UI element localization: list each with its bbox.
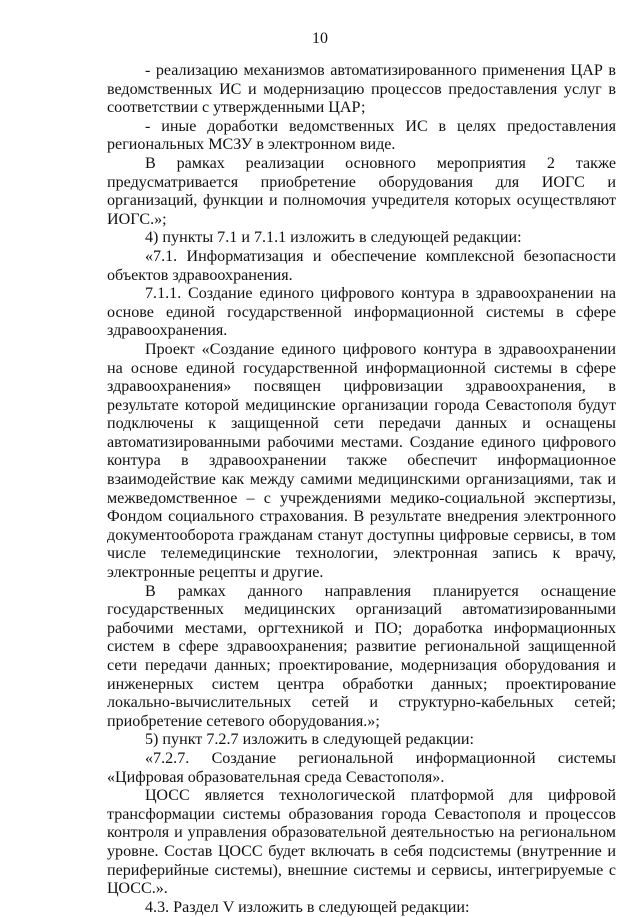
paragraph-4: 4) пункты 7.1 и 7.1.1 изложить в следующей редакции: bbox=[145, 229, 522, 247]
paragraph-1: - реализацию механизмов автоматизированного применения ЦАР в ведомственных ИС и модернизацию процессов предоставления услуг в соответствии с утвержденными ЦАР; bbox=[107, 62, 616, 117]
paragraph-3: В рамках реализации основного мероприятия 2 также предусматривается приобретение оборудования для ИОГС и организаций, функции и полномочия учредителя которых осуществляют ИОГС.»; bbox=[107, 154, 616, 228]
paragraph-8: В рамках данного направления планируется оснащение государственных медицинских организаций автоматизированными рабочими местами, оргтехникой и ПО; доработка информационных систем в сфере здравоохранения; развитие региональной защищенной сети передачи данных; проектирование, модернизация оборудования и инженерных систем центра обработки данных; проектирование локально-вычислительных сетей и структурно-кабельных сетей; приобретение сетевого оборудования.»; bbox=[107, 582, 616, 730]
paragraph-7: Проект «Создание единого цифрового контура в здравоохранении на основе единой государственной информационной системы в сфере здравоохранения» посвящен цифровизации здравоохранения, в результате которой медицинские организации города Севастополя будут подключены к защищенной сети передачи данных и оснащены автоматизированными рабочими местами. Создание единого цифрового контура в здравоохранении также обеспечит информационное взаимодействие как между самими медицинскими организациями, так и межведомственное – с учреждениями медико-социальной экспертизы, Фондом социального страхования. В результате внедрения электронного документооборота гражданам станут доступны цифровые сервисы, в том числе телемедицинские технологии, электронная запись к врачу, электронные рецепты и другие. bbox=[107, 340, 616, 582]
page-number: 10 bbox=[312, 30, 328, 47]
paragraph-2: - иные доработки ведомственных ИС в целях предоставления региональных МСЗУ в электронном виде. bbox=[107, 117, 616, 154]
paragraph-10: «7.2.7. Создание региональной информационной системы «Цифровая образовательная среда Севастополя». bbox=[107, 749, 616, 786]
paragraph-5: «7.1. Информатизация и обеспечение комплексной безопасности объектов здравоохранения. bbox=[107, 247, 616, 284]
paragraph-6: 7.1.1. Создание единого цифрового контура в здравоохранении на основе единой государственной информационной системы в сфере здравоохранения. bbox=[107, 285, 616, 340]
paragraph-11: ЦОСС является технологической платформой для цифровой трансформации системы образования города Севастополя и процессов контроля и управления образовательной деятельностью на региональном уровне. Состав ЦОСС будет включать в себя подсистемы (внутренние и периферийные системы), внешние системы и сервисы, интегрируемые с ЦОСС.». bbox=[107, 787, 616, 898]
document-body bbox=[107, 62, 616, 917]
paragraph-9: 5) пункт 7.2.7 изложить в следующей редакции: bbox=[145, 731, 474, 749]
paragraph-12: 4.3. Раздел V изложить в следующей редакции: bbox=[145, 898, 470, 916]
